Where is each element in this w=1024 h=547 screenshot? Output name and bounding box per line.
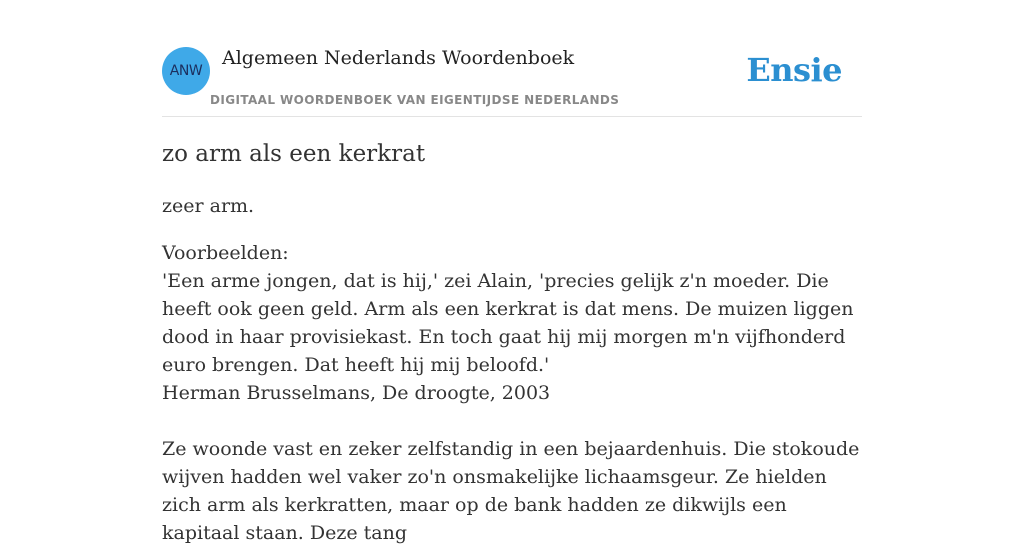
examples-label: Voorbeelden: xyxy=(162,242,289,264)
entry-title: zo arm als een kerkrat xyxy=(162,141,426,167)
entry-definition: zeer arm. xyxy=(162,195,255,217)
example-source: Herman Brusselmans, De droogte, 2003 xyxy=(162,382,551,404)
examples-section xyxy=(162,239,862,547)
example-item xyxy=(162,267,862,407)
entry-content xyxy=(162,136,862,547)
example-quote: 'Een arme jongen, dat is hij,' zei Alain, 'precies gelijk z'n moeder. Die heeft ook geen geld. Arm als een kerkrat is dat mens. De muizen liggen dood in haar provisiekast. En toch gaat hij mij morgen m'n vijfhonderd euro brengen. Dat heeft hij mij beloofd.' xyxy=(162,270,854,376)
site-header xyxy=(162,46,862,117)
anw-logo[interactable]: ANW xyxy=(162,47,210,95)
site-subtitle: DIGITAAL WOORDENBOEK VAN EIGENTIJDSE NEDERLANDS xyxy=(210,93,620,107)
site-title[interactable]: Algemeen Nederlands Woordenboek xyxy=(222,47,575,69)
example-item xyxy=(162,435,862,547)
example-quote: Ze woonde vast en zeker zelfstandig in een bejaardenhuis. Die stokoude wijven hadden wel vaker zo'n onsmakelijke lichaamsgeur. Ze hielden zich arm als kerkratten, maar op de bank hadden ze dikwijls een kapitaal staan. Deze tang xyxy=(162,438,860,544)
ensie-brand-logo[interactable]: Ensie xyxy=(746,51,842,89)
